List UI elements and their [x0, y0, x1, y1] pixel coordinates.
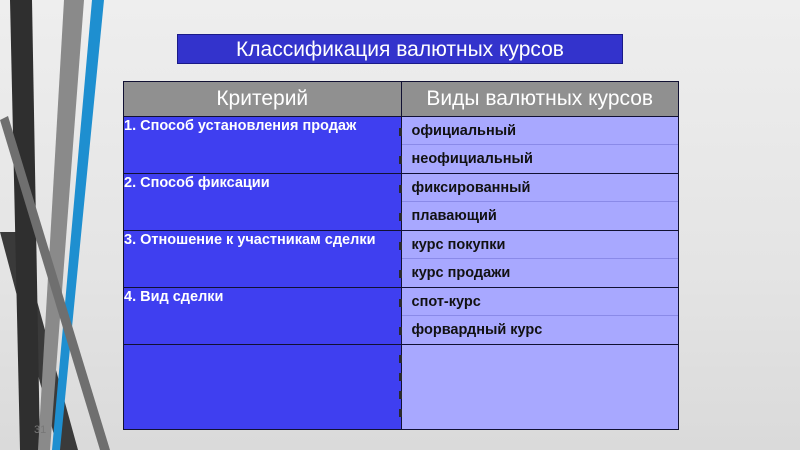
- table-row: [124, 288, 679, 345]
- criterion-cell: 4. Вид сделки: [124, 288, 402, 345]
- criterion-cell: 1. Способ установления продаж: [124, 117, 402, 174]
- types-cell: [401, 231, 679, 288]
- table-row: [124, 174, 679, 231]
- type-item: курс покупки: [402, 231, 679, 259]
- type-item: неофициальный: [402, 145, 679, 173]
- type-item: официальный: [402, 117, 679, 145]
- classification-table: [123, 81, 679, 430]
- type-item: плавающий: [402, 202, 679, 230]
- bullet-marks: [402, 345, 679, 429]
- table-header-row: [124, 82, 679, 117]
- bullet-mark: [399, 355, 402, 363]
- table-row: [124, 231, 679, 288]
- bullet-mark: [399, 391, 402, 399]
- page-number: 31: [34, 424, 47, 436]
- header-types: Виды валютных курсов: [401, 82, 679, 117]
- types-cell-empty: [401, 345, 679, 430]
- table-row-empty: [124, 345, 679, 430]
- type-item: форвардный курс: [402, 316, 679, 344]
- types-cell: [401, 117, 679, 174]
- criterion-cell: 2. Способ фиксации: [124, 174, 402, 231]
- type-item: курс продажи: [402, 259, 679, 287]
- criterion-cell: 3. Отношение к участникам сделки: [124, 231, 402, 288]
- types-cell: [401, 174, 679, 231]
- bullet-mark: [399, 409, 402, 417]
- types-cell: [401, 288, 679, 345]
- criterion-cell-empty: [124, 345, 402, 430]
- type-item: спот-курс: [402, 288, 679, 316]
- header-criterion: Критерий: [124, 82, 402, 117]
- table-row: [124, 117, 679, 174]
- slide-title: Классификация валютных курсов: [177, 34, 623, 64]
- type-item: фиксированный: [402, 174, 679, 202]
- bullet-mark: [399, 373, 402, 381]
